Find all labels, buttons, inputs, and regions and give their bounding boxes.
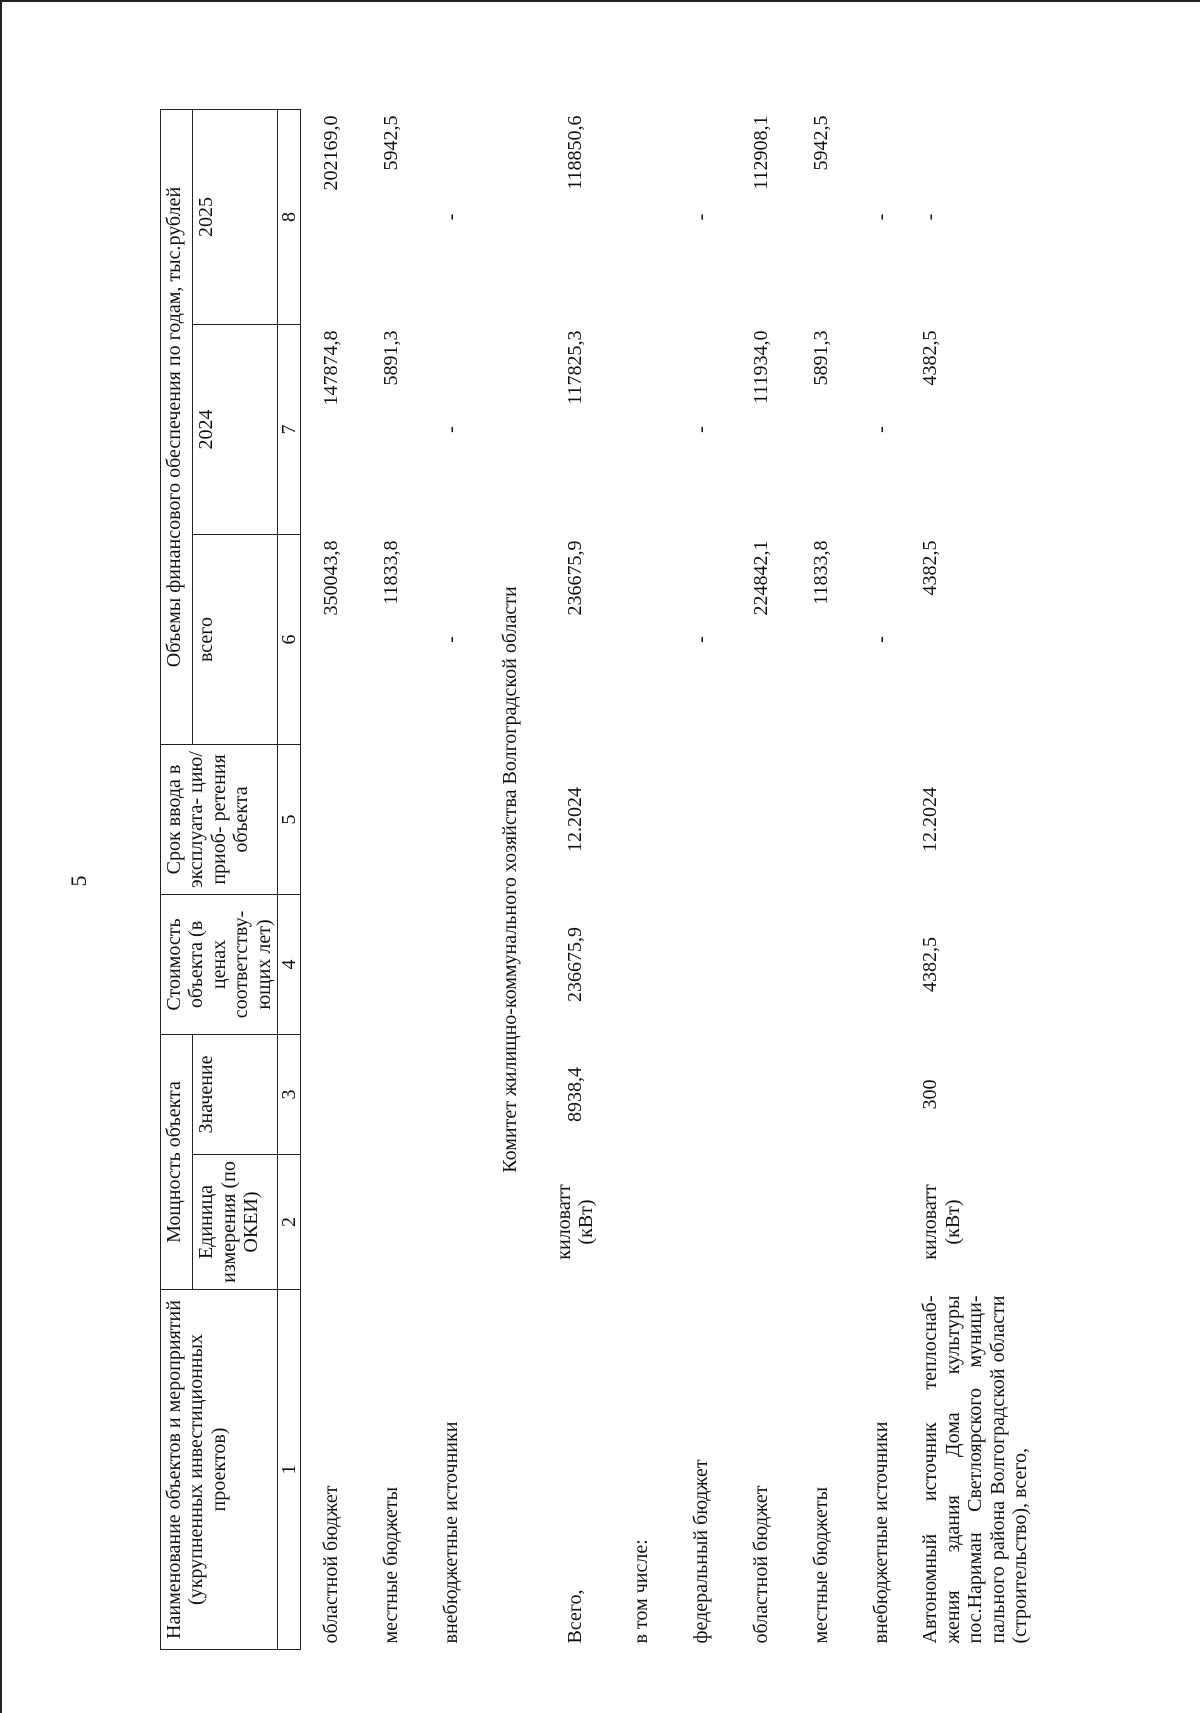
- header-name: Наименование объектов и мероприятий (укрупненных инвестиционных проектов): [161, 1290, 278, 1650]
- header-cost: Стоимость объекта (в ценах соответству- ющих лет): [161, 895, 278, 1035]
- table-row: [791, 110, 851, 1650]
- header-2025: 2025: [193, 110, 278, 325]
- cell-2025: -: [870, 213, 893, 221]
- table-row: [611, 110, 671, 1650]
- cell-2024: 5891,3: [810, 330, 833, 386]
- page-number: 5: [66, 875, 91, 887]
- cell-2025: -: [690, 213, 713, 221]
- header-2024: 2024: [193, 325, 278, 535]
- header-volumes: Объемы финансового обеспечения по годам, тыс.рублей: [161, 110, 193, 745]
- cell-total: -: [870, 636, 893, 643]
- cell-2024: 5891,3: [380, 330, 403, 386]
- object-name: Автономный источник теплоснаб- жения здания Дома культуры пос.Нариман Светлоярского муници- пального района Волгоградской области (строительство), всего,: [919, 1295, 1031, 1644]
- cell-value: 300: [919, 1079, 942, 1110]
- cell-commission: 12.2024: [919, 787, 942, 852]
- cell-2024: 4382,5: [919, 330, 942, 386]
- cell-total: -: [690, 636, 713, 643]
- table-row: [851, 110, 911, 1650]
- cell-total: 350043,8: [320, 540, 343, 616]
- cell-2025: -: [440, 213, 463, 221]
- row-name: местные бюджеты: [380, 1486, 403, 1644]
- cell-2024: 147874,8: [320, 330, 343, 406]
- cell-total: 11833,8: [810, 540, 833, 605]
- col-number: 2: [277, 1155, 300, 1290]
- col-number: 6: [277, 535, 300, 745]
- row-name: областной бюджет: [750, 1485, 773, 1644]
- header-total: всего: [193, 535, 278, 745]
- row-name: в том числе:: [630, 1539, 653, 1644]
- cell-2024: 117825,3: [564, 330, 587, 405]
- cell-unit: киловатт (кВт): [552, 1184, 598, 1260]
- col-number: 7: [277, 325, 300, 535]
- section-title: Комитет жилищно-коммунального хозяйства Волгоградской области: [499, 586, 522, 1173]
- cell-total: 224842,1: [750, 540, 773, 616]
- cell-2024: -: [690, 426, 713, 433]
- header-commission: Срок ввода в эксплуата- цию/приоб- ретения объекта: [161, 745, 278, 895]
- cell-total: -: [440, 636, 463, 643]
- cell-2024: 111934,0: [750, 330, 773, 405]
- cell-cost: 236675,9: [564, 927, 587, 1002]
- row-name: внебюджетные источники: [440, 1421, 463, 1644]
- header-unit: Единица измерения (по ОКЕИ): [193, 1155, 278, 1290]
- page-border-left: [0, 0, 2, 1713]
- cell-total: 236675,9: [564, 540, 587, 616]
- cell-2025: 5942,5: [810, 115, 833, 171]
- cell-commission: 12.2024: [564, 787, 587, 852]
- col-number: 4: [277, 895, 300, 1035]
- col-number: 3: [277, 1035, 300, 1155]
- cell-2025: 5942,5: [380, 115, 403, 171]
- table-row: [361, 110, 421, 1650]
- page-border-top: [0, 0, 1200, 2]
- cell-2025: 112908,1: [750, 115, 773, 190]
- cell-total: 4382,5: [919, 540, 942, 596]
- cell-total: 11833,8: [380, 540, 403, 605]
- col-number: 1: [277, 1290, 300, 1650]
- col-number: 8: [277, 110, 300, 325]
- table-row: [671, 110, 731, 1650]
- section-row: [481, 110, 539, 1650]
- cell-unit: киловатт (кВт): [919, 1184, 964, 1260]
- rotated-table-stage: [160, 110, 1031, 1650]
- row-name: Всего,: [564, 1589, 587, 1644]
- cell-2025: -: [919, 213, 942, 221]
- cell-value: 8938,4: [564, 1067, 587, 1122]
- table-row: [421, 110, 481, 1650]
- cell-2025: 202169,0: [320, 115, 343, 191]
- row-name: областной бюджет: [320, 1485, 343, 1644]
- row-name: федеральный бюджет: [690, 1459, 713, 1644]
- financing-table: [160, 109, 1069, 1650]
- table-row: [731, 110, 791, 1650]
- col-number: 5: [277, 745, 300, 895]
- row-name: внебюджетные источники: [870, 1421, 893, 1644]
- table-row: [911, 110, 1069, 1650]
- table-row: [539, 110, 611, 1650]
- cell-cost: 4382,5: [919, 937, 942, 992]
- header-value: Значение: [193, 1035, 278, 1155]
- cell-2025: 118850,6: [564, 115, 587, 190]
- cell-2024: -: [870, 426, 893, 433]
- cell-2024: -: [440, 426, 463, 433]
- table-row: [301, 110, 362, 1650]
- header-capacity: Мощность объекта: [161, 1035, 193, 1290]
- row-name: местные бюджеты: [810, 1486, 833, 1644]
